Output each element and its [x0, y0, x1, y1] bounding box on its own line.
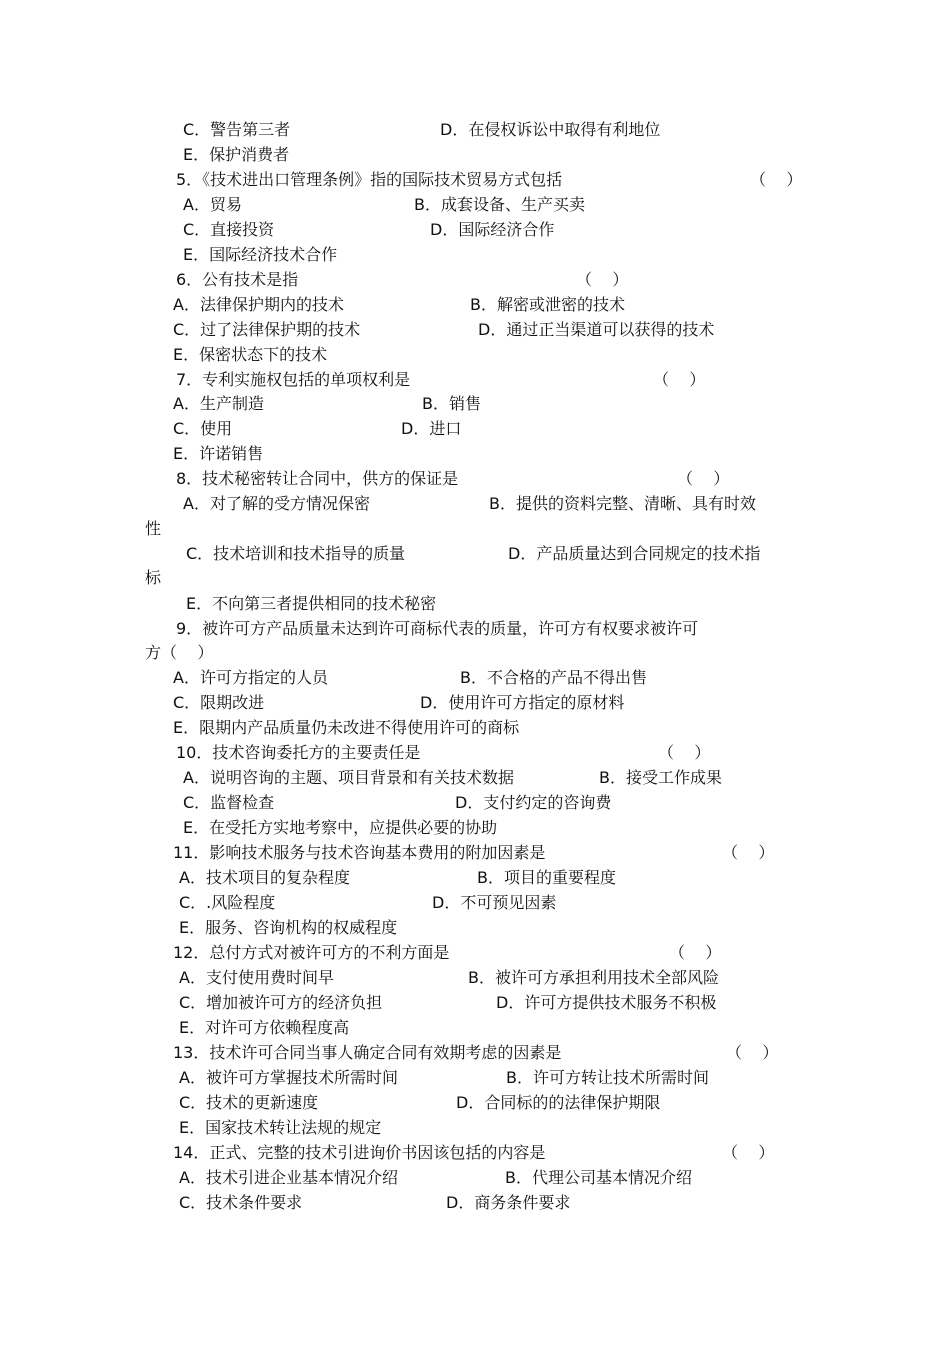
text-line: E．国家技术转让法规的规定 — [179, 1118, 382, 1137]
text-line: 7．专利实施权包括的单项权利是 — [176, 370, 411, 389]
text-line-continuation: （ ） — [658, 743, 711, 762]
text-line: A．支付使用费时间早 — [179, 968, 334, 987]
text-line: 13．技术许可合同当事人确定合同有效期考虑的因素是 — [173, 1043, 562, 1062]
text-line: A．许可方指定的人员 — [173, 668, 328, 687]
text-line: C．直接投资 — [183, 220, 275, 239]
text-line: C．过了法律保护期的技术 — [173, 320, 361, 339]
text-line: C．监督检查 — [183, 793, 275, 812]
text-line-continuation: D．进口 — [401, 419, 462, 438]
text-line: C．使用 — [173, 419, 233, 438]
text-line: E．不向第三者提供相同的技术秘密 — [186, 594, 437, 613]
text-line: C．增加被许可方的经济负担 — [179, 993, 383, 1012]
text-line-continuation: （ ） — [722, 1143, 775, 1162]
text-line-continuation: B．项目的重要程度 — [477, 868, 616, 887]
text-line: 9．被许可方产品质量未达到许可商标代表的质量，许可方有权要求被许可 — [176, 619, 699, 638]
text-line: C．技术的更新速度 — [179, 1093, 319, 1112]
text-line-continuation: B．许可方转让技术所需时间 — [506, 1068, 709, 1087]
text-line-continuation: D．国际经济合作 — [430, 220, 555, 239]
text-line: E．保密状态下的技术 — [173, 345, 328, 364]
text-line-continuation: D．商务条件要求 — [446, 1193, 571, 1212]
text-line-continuation: B．解密或泄密的技术 — [470, 295, 625, 314]
text-line-continuation: D．不可预见因素 — [432, 893, 557, 912]
text-line-continuation: （ ） — [722, 843, 775, 862]
text-line: 标 — [145, 568, 162, 587]
text-line: E．在受托方实地考察中，应提供必要的协助 — [183, 818, 498, 837]
text-line: A．法律保护期内的技术 — [173, 295, 344, 314]
text-line-continuation: B．销售 — [422, 394, 481, 413]
text-line: E．限期内产品质量仍未改进不得使用许可的商标 — [173, 718, 520, 737]
text-line: A．生产制造 — [173, 394, 264, 413]
text-line: E．国际经济技术合作 — [183, 245, 338, 264]
text-line: 14．正式、完整的技术引进询价书因该包括的内容是 — [173, 1143, 546, 1162]
text-line-continuation: B．提供的资料完整、清晰、具有时效 — [489, 494, 756, 513]
text-line-continuation: （ ） — [669, 943, 722, 962]
text-line: 方（ ） — [145, 643, 214, 662]
text-line: 性 — [145, 519, 162, 538]
text-line-continuation: B．代理公司基本情况介绍 — [505, 1168, 692, 1187]
text-line-continuation: B．接受工作成果 — [599, 768, 722, 787]
text-line: E．许诺销售 — [173, 444, 264, 463]
text-line: 8．技术秘密转让合同中，供方的保证是 — [176, 469, 459, 488]
text-line: E．服务、咨询机构的权威程度 — [179, 918, 398, 937]
text-line: A．说明咨询的主题、项目背景和有关技术数据 — [183, 768, 514, 787]
text-line-continuation: （ ） — [653, 370, 706, 389]
text-line: A．对了解的受方情况保密 — [183, 494, 370, 513]
text-line: 12．总付方式对被许可方的不利方面是 — [173, 943, 450, 962]
text-line: E．对许可方依赖程度高 — [179, 1018, 350, 1037]
text-line-continuation: （ ） — [726, 1043, 779, 1062]
text-line-continuation: D．合同标的的法律保护期限 — [456, 1093, 661, 1112]
text-line: A．被许可方掌握技术所需时间 — [179, 1068, 398, 1087]
text-line: C．警告第三者 — [183, 120, 291, 139]
text-line-continuation: D．产品质量达到合同规定的技术指 — [508, 544, 761, 563]
text-line: C．限期改进 — [173, 693, 265, 712]
text-line: E．保护消费者 — [183, 145, 290, 164]
text-line: 10．技术咨询委托方的主要责任是 — [176, 743, 421, 762]
text-line: A．技术引进企业基本情况介绍 — [179, 1168, 398, 1187]
text-line: A．技术项目的复杂程度 — [179, 868, 350, 887]
text-line-continuation: D．许可方提供技术服务不积极 — [496, 993, 717, 1012]
text-line-continuation: D．支付约定的咨询费 — [455, 793, 612, 812]
text-line-continuation: D．通过正当渠道可以获得的技术 — [478, 320, 715, 339]
text-line: C．技术培训和技术指导的质量 — [186, 544, 406, 563]
text-line: C．技术条件要求 — [179, 1193, 303, 1212]
text-line-continuation: B．被许可方承担利用技术全部风险 — [468, 968, 719, 987]
text-line: C．.风险程度 — [179, 893, 276, 912]
text-line: 5．《技术进出口管理条例》指的国际技术贸易方式包括 — [176, 170, 563, 189]
text-line: 11．影响技术服务与技术咨询基本费用的附加因素是 — [173, 843, 546, 862]
text-line-continuation: （ ） — [750, 170, 803, 189]
text-line-continuation: D．在侵权诉讼中取得有利地位 — [440, 120, 661, 139]
text-line-continuation: B．成套设备、生产买卖 — [414, 195, 585, 214]
text-line-continuation: （ ） — [677, 469, 730, 488]
text-line-continuation: D．使用许可方指定的原材料 — [420, 693, 625, 712]
text-line-continuation: （ ） — [576, 270, 629, 289]
text-line-continuation: B．不合格的产品不得出售 — [460, 668, 647, 687]
text-line: A．贸易 — [183, 195, 242, 214]
text-line: 6．公有技术是指 — [176, 270, 299, 289]
